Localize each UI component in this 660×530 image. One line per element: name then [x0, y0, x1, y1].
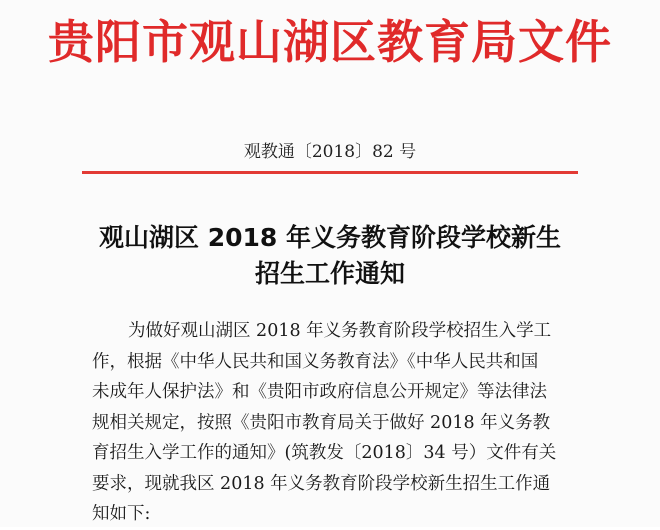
body-line: 为做好观山湖区 2018 年义务教育阶段学校招生入学工: [128, 321, 552, 341]
notice-title-line-2: 招生工作通知: [254, 259, 405, 288]
body-line: 知如下:: [92, 504, 151, 524]
body-line: 作，根据《中华人民共和国义务教育法》《中华人民共和国: [92, 351, 539, 372]
body-line: 要求，现就我区 2018 年义务教育阶段学校新生招生工作通: [92, 473, 551, 494]
notice-body: [92, 316, 570, 530]
body-line: 未成年人保护法》和《贵阳市政府信息公开规定》等法律法: [92, 382, 547, 402]
body-line: 规相关规定，按照《贵阳市教育局关于做好 2018 年义务教: [92, 412, 551, 433]
document-header-title: 贵阳市观山湖区教育局文件: [48, 15, 612, 69]
red-divider-line: [82, 171, 578, 174]
notice-title: [0, 220, 660, 292]
document-number: 观教通〔2018〕82 号: [243, 142, 417, 162]
body-line: 育招生入学工作的通知》(筑教发〔2018〕34 号）文件有关: [92, 443, 557, 463]
notice-title-line-1: 观山湖区 2018 年义务教育阶段学校新生: [99, 223, 561, 252]
